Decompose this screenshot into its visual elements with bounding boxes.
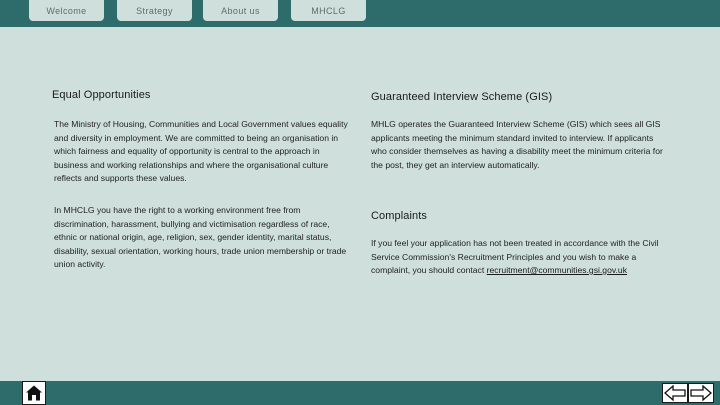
equality-paragraph: The Ministry of Housing, Communities and Local Government values equality and diversity in employment. We are committed to being an organisation in which fairness and equality of opportunity is central to the approach in business and working relationships and where the organisational culture reflects and supports these values. [54,119,348,183]
equal-opportunities-heading: Equal Opportunities [52,89,151,101]
complaints-heading: Complaints [371,210,428,222]
complaints-email-link[interactable]: recruitment@communities.gsi.gov.uk [486,265,627,275]
rights-paragraph: In MHCLG you have the right to a working environment free from discrimination, harassment, bullying and victimisation regardless of race, ethnic or national origin, age, religion, sex, gender identity, marital status, disability, sexual orientation, working hours, trade union membership or trade union activity. [54,205,347,269]
tab-about-us[interactable]: About us [203,0,278,21]
complaints-paragraph [371,237,671,278]
bottom-bar [0,381,720,405]
tab-mhclg[interactable]: MHCLG [291,0,366,21]
previous-button[interactable] [662,383,688,403]
home-button[interactable] [22,381,46,405]
tab-strategy[interactable]: Strategy [117,0,192,21]
gis-paragraph: MHLG operates the Guaranteed Interview Scheme (GIS) which sees all GIS applicants meeting the minimum standard invited to interview. If applicants who consider themselves as having a disability meet the minimum criteria for the post, they get an interview automatically. [371,119,663,170]
arrow-left-icon [664,385,686,401]
gis-heading: Guaranteed Interview Scheme (GIS) [371,91,553,103]
home-icon [25,384,43,402]
next-button[interactable] [688,383,714,403]
header-band [0,27,720,81]
tab-welcome[interactable]: Welcome [29,0,104,21]
arrow-right-icon [690,385,712,401]
complaints-text: If you feel your application has not been treated in accordance with the Civil Service Commission's Recruitment Principles and you wish to make a complaint, you should contact [371,238,659,275]
